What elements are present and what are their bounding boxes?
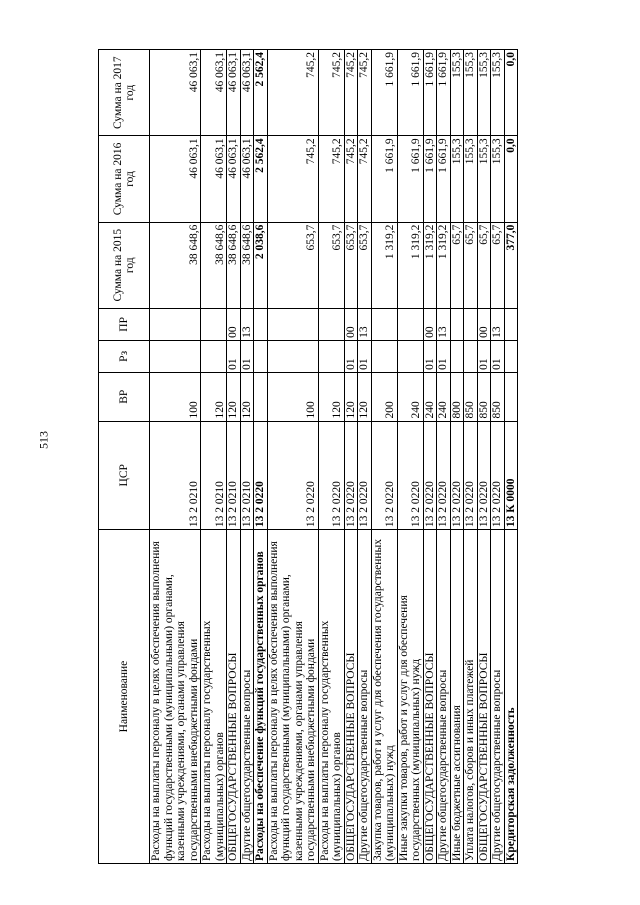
cell-vr: 240	[423, 372, 437, 421]
cell-sum-2017: 46 063,1	[201, 50, 227, 136]
cell-vr: 120	[227, 372, 241, 421]
table-row	[267, 50, 318, 864]
cell-rz: 01	[477, 340, 491, 372]
cell-name: ОБЩЕГОСУДАРСТВЕННЫЕ ВОПРОСЫ	[227, 530, 241, 864]
cell-rz: 01	[437, 340, 451, 372]
cell-pr	[450, 308, 464, 340]
table-row	[227, 50, 241, 864]
cell-sum-2015: 38 648,6	[201, 222, 227, 308]
cell-csr: 13 2 0220	[464, 421, 478, 530]
cell-sum-2016: 745,2	[344, 136, 358, 222]
cell-sum-2016: 1 661,9	[397, 136, 423, 222]
cell-pr	[267, 308, 318, 340]
cell-sum-2016: 46 063,1	[150, 136, 201, 222]
cell-sum-2016: 46 063,1	[240, 136, 254, 222]
cell-pr	[201, 308, 227, 340]
cell-csr: 13 2 0220	[450, 421, 464, 530]
cell-name: Иные закупки товаров, работ и услуг для обеспечения государственных (муниципальных) нужд	[397, 530, 423, 864]
table-row	[318, 50, 344, 864]
cell-name: Другие общегосударственные вопросы	[491, 530, 505, 864]
cell-sum-2016: 745,2	[267, 136, 318, 222]
cell-csr: 13 2 0220	[344, 421, 358, 530]
cell-sum-2015: 65,7	[491, 222, 505, 308]
cell-csr: 13 2 0210	[240, 421, 254, 530]
cell-name: ОБЩЕГОСУДАРСТВЕННЫЕ ВОПРОСЫ	[477, 530, 491, 864]
table-row	[450, 50, 464, 864]
cell-name: Кредиторская задолженность	[504, 530, 518, 864]
header-name: Наименование	[99, 530, 150, 864]
cell-pr: 00	[344, 308, 358, 340]
header-sum-2015: Сумма на 2015 год	[99, 222, 150, 308]
table-row	[504, 50, 518, 864]
cell-vr: 240	[397, 372, 423, 421]
cell-sum-2016: 155,3	[491, 136, 505, 222]
cell-sum-2015: 1 319,2	[397, 222, 423, 308]
cell-rz	[450, 340, 464, 372]
cell-rz	[254, 340, 268, 372]
cell-vr: 200	[371, 372, 397, 421]
cell-pr	[397, 308, 423, 340]
cell-sum-2016: 745,2	[358, 136, 372, 222]
cell-csr: 13 2 0220	[491, 421, 505, 530]
cell-rz	[201, 340, 227, 372]
cell-vr: 800	[450, 372, 464, 421]
cell-sum-2017: 745,2	[358, 50, 372, 136]
cell-csr: 13 2 0220	[423, 421, 437, 530]
table-row	[240, 50, 254, 864]
cell-pr: 13	[358, 308, 372, 340]
cell-pr: 13	[437, 308, 451, 340]
cell-sum-2015: 38 648,6	[150, 222, 201, 308]
cell-sum-2017: 745,2	[318, 50, 344, 136]
cell-sum-2017: 1 661,9	[437, 50, 451, 136]
cell-sum-2017: 46 063,1	[150, 50, 201, 136]
cell-sum-2015: 1 319,2	[437, 222, 451, 308]
cell-sum-2016: 155,3	[477, 136, 491, 222]
cell-vr: 120	[344, 372, 358, 421]
table-row	[358, 50, 372, 864]
cell-vr: 240	[437, 372, 451, 421]
budget-table	[98, 49, 518, 864]
cell-vr: 120	[358, 372, 372, 421]
cell-vr: 850	[477, 372, 491, 421]
cell-sum-2015: 653,7	[318, 222, 344, 308]
cell-pr	[504, 308, 518, 340]
cell-rz: 01	[358, 340, 372, 372]
cell-sum-2017: 155,3	[491, 50, 505, 136]
cell-sum-2017: 155,3	[477, 50, 491, 136]
table-row	[397, 50, 423, 864]
cell-pr	[318, 308, 344, 340]
cell-name: Другие общегосударственные вопросы	[358, 530, 372, 864]
cell-csr: 13 2 0220	[358, 421, 372, 530]
header-rz: Рз	[99, 340, 150, 372]
cell-rz	[504, 340, 518, 372]
cell-csr: 13 2 0210	[227, 421, 241, 530]
table-row	[344, 50, 358, 864]
cell-pr: 00	[227, 308, 241, 340]
cell-sum-2015: 1 319,2	[423, 222, 437, 308]
header-csr: ЦСР	[99, 421, 150, 530]
cell-vr	[254, 372, 268, 421]
cell-sum-2015: 38 648,6	[227, 222, 241, 308]
cell-name: Расходы на выплаты персоналу в целях обеспечения выполнения функций государственными (муниципальными) органами, казенными учреждениями, органами управления государственными внебюджетными фондами	[150, 530, 201, 864]
cell-rz	[371, 340, 397, 372]
cell-vr: 850	[491, 372, 505, 421]
header-pr: ПР	[99, 308, 150, 340]
table-header-row	[99, 50, 150, 864]
table-row	[423, 50, 437, 864]
cell-name: Закупка товаров, работ и услуг для обеспечения государственных (муниципальных) нужд	[371, 530, 397, 864]
cell-csr: 13 2 0220	[371, 421, 397, 530]
cell-sum-2017: 155,3	[450, 50, 464, 136]
cell-pr: 13	[491, 308, 505, 340]
cell-pr: 00	[477, 308, 491, 340]
cell-sum-2016: 46 063,1	[227, 136, 241, 222]
cell-sum-2015: 2 038,6	[254, 222, 268, 308]
cell-rz	[464, 340, 478, 372]
cell-pr	[254, 308, 268, 340]
cell-sum-2016: 1 661,9	[423, 136, 437, 222]
cell-sum-2016: 155,3	[464, 136, 478, 222]
table-row	[491, 50, 505, 864]
cell-pr: 13	[240, 308, 254, 340]
cell-vr: 120	[318, 372, 344, 421]
cell-csr: 13 2 0220	[397, 421, 423, 530]
cell-csr: 13 2 0220	[437, 421, 451, 530]
cell-sum-2016: 745,2	[318, 136, 344, 222]
cell-csr: 13 2 0220	[267, 421, 318, 530]
cell-vr	[504, 372, 518, 421]
cell-sum-2016: 2 562,4	[254, 136, 268, 222]
cell-sum-2017: 46 063,1	[227, 50, 241, 136]
header-sum-2017: Сумма на 2017 год	[99, 50, 150, 136]
cell-sum-2015: 377,0	[504, 222, 518, 308]
cell-sum-2017: 46 063,1	[240, 50, 254, 136]
cell-pr	[464, 308, 478, 340]
cell-sum-2017: 1 661,9	[397, 50, 423, 136]
cell-csr: 13 К 0000	[504, 421, 518, 530]
cell-name: Расходы на выплаты персоналу государственных (муниципальных) органов	[201, 530, 227, 864]
cell-sum-2015: 65,7	[464, 222, 478, 308]
table-row	[437, 50, 451, 864]
cell-name: Другие общегосударственные вопросы	[240, 530, 254, 864]
cell-rz	[318, 340, 344, 372]
header-vr: ВР	[99, 372, 150, 421]
cell-rz: 01	[491, 340, 505, 372]
cell-sum-2016: 0,0	[504, 136, 518, 222]
cell-name: Иные бюджетные ассигнования	[450, 530, 464, 864]
table-body	[150, 50, 518, 864]
cell-csr: 13 2 0220	[477, 421, 491, 530]
cell-sum-2016: 46 063,1	[201, 136, 227, 222]
cell-sum-2017: 1 661,9	[371, 50, 397, 136]
cell-rz: 01	[344, 340, 358, 372]
cell-sum-2015: 653,7	[344, 222, 358, 308]
cell-name: ОБЩЕГОСУДАРСТВЕННЫЕ ВОПРОСЫ	[344, 530, 358, 864]
cell-vr: 100	[150, 372, 201, 421]
cell-pr	[150, 308, 201, 340]
cell-name: Расходы на выплаты персоналу в целях обеспечения выполнения функций государственными (муниципальными) органами, казенными учреждениями, органами управления государственными внебюджетными фондами	[267, 530, 318, 864]
cell-csr: 13 2 0210	[201, 421, 227, 530]
cell-sum-2017: 0,0	[504, 50, 518, 136]
cell-sum-2017: 1 661,9	[423, 50, 437, 136]
table-row	[371, 50, 397, 864]
table-row	[254, 50, 268, 864]
cell-name: ОБЩЕГОСУДАРСТВЕННЫЕ ВОПРОСЫ	[423, 530, 437, 864]
cell-csr: 13 2 0220	[254, 421, 268, 530]
cell-sum-2017: 745,2	[267, 50, 318, 136]
table-row	[477, 50, 491, 864]
cell-rz: 01	[423, 340, 437, 372]
cell-rz: 01	[227, 340, 241, 372]
rotated-table-container	[98, 49, 548, 864]
cell-rz: 01	[240, 340, 254, 372]
cell-sum-2016: 1 661,9	[437, 136, 451, 222]
cell-sum-2017: 155,3	[464, 50, 478, 136]
cell-name: Расходы на обеспечение функций государственных органов	[254, 530, 268, 864]
table-row	[464, 50, 478, 864]
cell-sum-2015: 653,7	[267, 222, 318, 308]
cell-vr: 850	[464, 372, 478, 421]
cell-sum-2015: 65,7	[450, 222, 464, 308]
header-sum-2016: Сумма на 2016 год	[99, 136, 150, 222]
cell-pr	[371, 308, 397, 340]
cell-sum-2015: 653,7	[358, 222, 372, 308]
cell-rz	[397, 340, 423, 372]
cell-name: Уплата налогов, сборов и иных платежей	[464, 530, 478, 864]
cell-sum-2017: 745,2	[344, 50, 358, 136]
page-number: 513	[36, 431, 51, 449]
table-row	[150, 50, 201, 864]
cell-sum-2016: 1 661,9	[371, 136, 397, 222]
cell-sum-2017: 2 562,4	[254, 50, 268, 136]
cell-rz	[150, 340, 201, 372]
cell-name: Расходы на выплаты персоналу государственных (муниципальных) органов	[318, 530, 344, 864]
cell-rz	[267, 340, 318, 372]
cell-sum-2015: 38 648,6	[240, 222, 254, 308]
table-row	[201, 50, 227, 864]
cell-sum-2015: 1 319,2	[371, 222, 397, 308]
cell-sum-2015: 65,7	[477, 222, 491, 308]
cell-name: Другие общегосударственные вопросы	[437, 530, 451, 864]
cell-csr: 13 2 0220	[318, 421, 344, 530]
cell-sum-2016: 155,3	[450, 136, 464, 222]
cell-vr: 100	[267, 372, 318, 421]
cell-vr: 120	[201, 372, 227, 421]
cell-pr: 00	[423, 308, 437, 340]
cell-csr: 13 2 0210	[150, 421, 201, 530]
cell-vr: 120	[240, 372, 254, 421]
